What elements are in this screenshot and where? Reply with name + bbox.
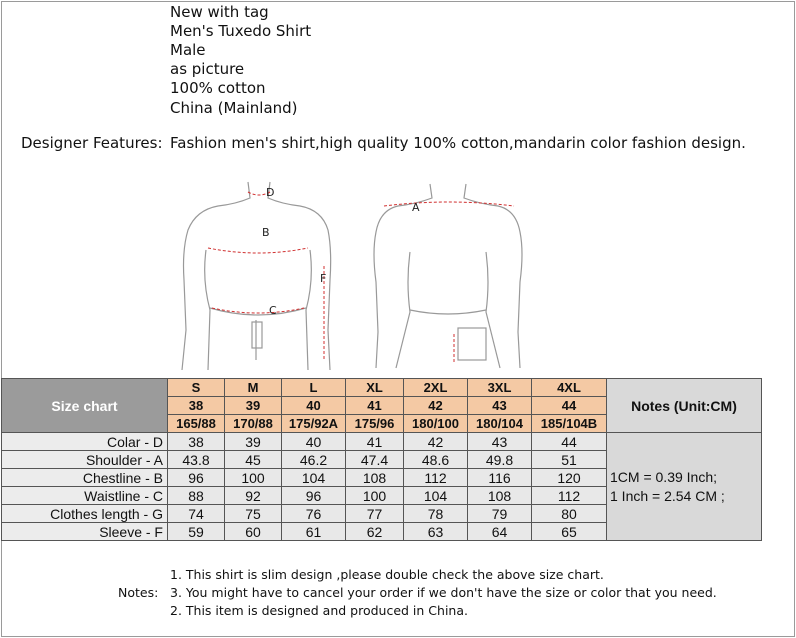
- size-number: 42: [404, 397, 468, 415]
- table-cell: 43: [468, 433, 532, 451]
- table-cell: 38: [168, 433, 225, 451]
- table-cell: 80: [532, 505, 607, 523]
- size-spec: 175/92A: [282, 415, 346, 433]
- footnote-line: 1. This shirt is slim design ,please double check the above size chart.: [170, 567, 604, 582]
- note-line: 1 Inch = 2.54 CM ;: [610, 487, 725, 504]
- table-row: [2, 433, 762, 451]
- footnote-line: 2. This item is designed and produced in China.: [170, 603, 468, 618]
- table-cell: 43.8: [168, 451, 225, 469]
- size-spec: 170/88: [225, 415, 282, 433]
- size-chart-title: Size chart: [2, 379, 168, 433]
- front-figure-illustration: [178, 180, 338, 370]
- back-label-a: A: [412, 201, 420, 214]
- table-cell: 46.2: [282, 451, 346, 469]
- size-spec: 180/104: [468, 415, 532, 433]
- size-header: L: [282, 379, 346, 397]
- table-cell: 75: [225, 505, 282, 523]
- table-cell: 120: [532, 469, 607, 487]
- size-header: S: [168, 379, 225, 397]
- note-line: 1CM = 0.39 Inch;: [610, 468, 718, 485]
- table-cell: 74: [168, 505, 225, 523]
- table-cell: 112: [532, 487, 607, 505]
- table-cell: 48.6: [404, 451, 468, 469]
- size-number: 43: [468, 397, 532, 415]
- table-cell: 92: [225, 487, 282, 505]
- size-number: 41: [346, 397, 404, 415]
- table-cell: 108: [468, 487, 532, 505]
- attr-value: New with tag: [170, 3, 269, 21]
- table-cell: 40: [282, 433, 346, 451]
- table-cell: 112: [404, 469, 468, 487]
- table-cell: 47.4: [346, 451, 404, 469]
- table-cell: 59: [168, 523, 225, 541]
- row-label: Sleeve - F: [2, 523, 168, 541]
- table-cell: 108: [346, 469, 404, 487]
- table-cell: 45: [225, 451, 282, 469]
- table-cell: 39: [225, 433, 282, 451]
- table-cell: 64: [468, 523, 532, 541]
- footnotes-label: Notes:: [118, 585, 159, 600]
- size-spec: 185/104B: [532, 415, 607, 433]
- size-header: 3XL: [468, 379, 532, 397]
- back-figure-illustration: [372, 182, 532, 370]
- attr-value: 100% cotton: [170, 79, 266, 97]
- table-cell: 96: [168, 469, 225, 487]
- size-number: 44: [532, 397, 607, 415]
- notes-header: Notes (Unit:CM): [607, 379, 762, 433]
- row-label: Chestline - B: [2, 469, 168, 487]
- size-header: M: [225, 379, 282, 397]
- size-header: XL: [346, 379, 404, 397]
- front-label-c: C: [269, 304, 277, 317]
- size-label-row: [2, 379, 762, 397]
- table-cell: 65: [532, 523, 607, 541]
- size-number: 38: [168, 397, 225, 415]
- front-label-b: B: [262, 226, 270, 239]
- size-number: 40: [282, 397, 346, 415]
- table-cell: 49.8: [468, 451, 532, 469]
- front-label-f: F: [320, 272, 327, 285]
- size-spec: 165/88: [168, 415, 225, 433]
- size-header: 4XL: [532, 379, 607, 397]
- table-cell: 51: [532, 451, 607, 469]
- table-cell: 76: [282, 505, 346, 523]
- front-label-d: D: [266, 186, 275, 199]
- table-cell: 96: [282, 487, 346, 505]
- table-cell: 104: [404, 487, 468, 505]
- size-number: 39: [225, 397, 282, 415]
- size-spec: 175/96: [346, 415, 404, 433]
- table-cell: 60: [225, 523, 282, 541]
- designer-value: Fashion men's shirt,high quality 100% cotton,mandarin color fashion design.: [170, 134, 746, 152]
- designer-key: Designer Features:: [21, 134, 163, 152]
- table-cell: 77: [346, 505, 404, 523]
- table-cell: 88: [168, 487, 225, 505]
- table-cell: 62: [346, 523, 404, 541]
- row-label: Clothes length - G: [2, 505, 168, 523]
- table-cell: 116: [468, 469, 532, 487]
- size-header: 2XL: [404, 379, 468, 397]
- table-cell: 42: [404, 433, 468, 451]
- table-cell: 104: [282, 469, 346, 487]
- attr-value: Male: [170, 41, 206, 59]
- row-label: Shoulder - A: [2, 451, 168, 469]
- table-cell: 100: [225, 469, 282, 487]
- attr-value: as picture: [170, 60, 245, 78]
- row-label: Waistline - C: [2, 487, 168, 505]
- footnote-line: 3. You might have to cancel your order if we don't have the size or color that you need.: [170, 585, 717, 600]
- table-cell: 61: [282, 523, 346, 541]
- table-cell: 79: [468, 505, 532, 523]
- attr-value: Men's Tuxedo Shirt: [170, 22, 312, 40]
- table-cell: 100: [346, 487, 404, 505]
- table-cell: 41: [346, 433, 404, 451]
- size-chart-table: [1, 378, 762, 541]
- notes-cell: [607, 433, 762, 541]
- attr-value: China (Mainland): [170, 99, 298, 117]
- size-spec: 180/100: [404, 415, 468, 433]
- row-label: Colar - D: [2, 433, 168, 451]
- table-cell: 63: [404, 523, 468, 541]
- table-cell: 78: [404, 505, 468, 523]
- table-cell: 44: [532, 433, 607, 451]
